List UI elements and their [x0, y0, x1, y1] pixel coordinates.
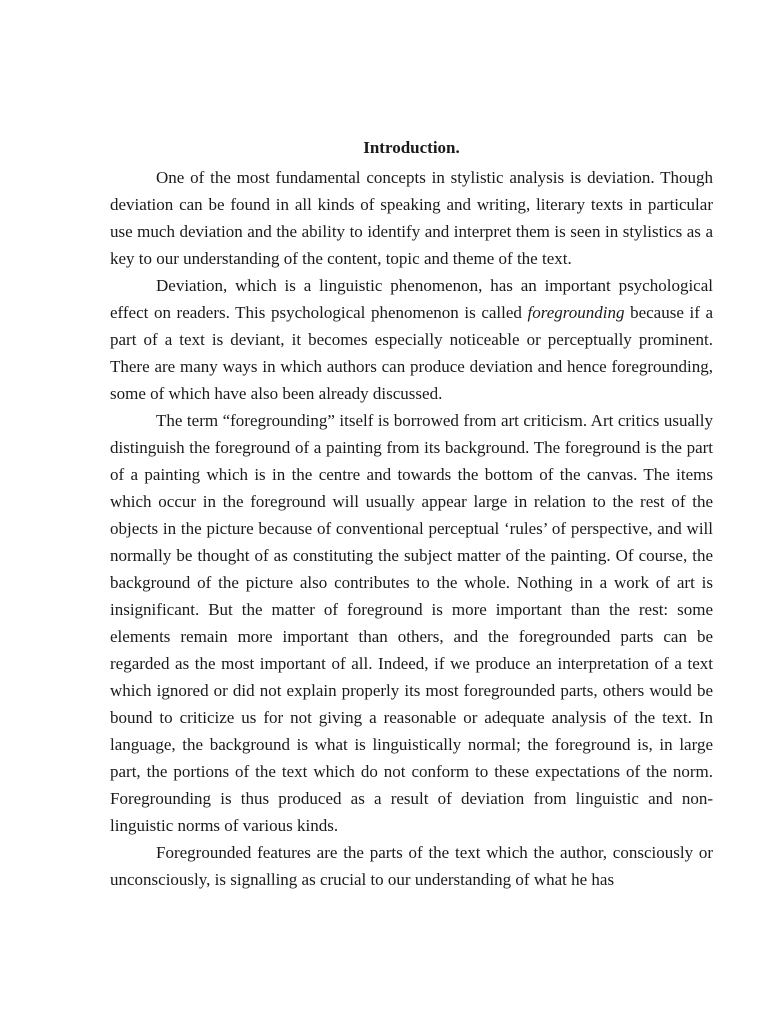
paragraph-1: One of the most fundamental concepts in stylistic analysis is deviation. Though deviation can be found in all kinds of speaking and writing, literary texts in particular use much deviation and the ability to identify and interpret them is seen in stylistics as a key to our understanding of the content, topic and theme of the text.	[110, 168, 713, 268]
paragraph-2-text-end: because if a part of a text is deviant, it becomes especially noticeable or perceptually prominent. There are many ways in which authors can produce deviation and hence foregrounding, some of which have also been already discussed.	[110, 303, 713, 403]
paragraph-4: Foregrounded features are the parts of the text which the author, consciously or unconsciously, is signalling as crucial to our understanding of what he has	[110, 843, 713, 889]
document-body	[110, 134, 713, 893]
section-heading: Introduction.	[363, 138, 460, 157]
italic-term-foregrounding: foregrounding	[527, 303, 625, 322]
paragraph-3: The term “foregrounding” itself is borrowed from art criticism. Art critics usually distinguish the foreground of a painting from its background. The foreground is the part of a painting which is in the centre and towards the bottom of the canvas. The items which occur in the foreground will usually appear large in relation to the rest of the objects in the picture because of conventional perceptual ‘rules’ of perspective, and will normally be thought of as constituting the subject matter of the painting. Of course, the background of the picture also contributes to the whole. Nothing in a work of art is insignificant. But the matter of foreground is more important than the rest: some elements remain more important than others, and the foregrounded parts can be regarded as the most important of all. Indeed, if we produce an interpretation of a text which ignored or did not explain properly its most foregrounded parts, others would be bound to criticize us for not giving a reasonable or adequate analysis of the text. In language, the background is what is linguistically normal; the foreground is, in large part, the portions of the text which do not conform to these expectations of the norm. Foregrounding is thus produced as a result of deviation from linguistic and non-linguistic norms of various kinds.	[110, 411, 713, 835]
paragraph-2	[110, 272, 713, 407]
paragraph-2-text-start: Deviation, which is a linguistic phenomenon, has an important psychological effect on readers. This psychological phenomenon is called	[110, 276, 713, 322]
